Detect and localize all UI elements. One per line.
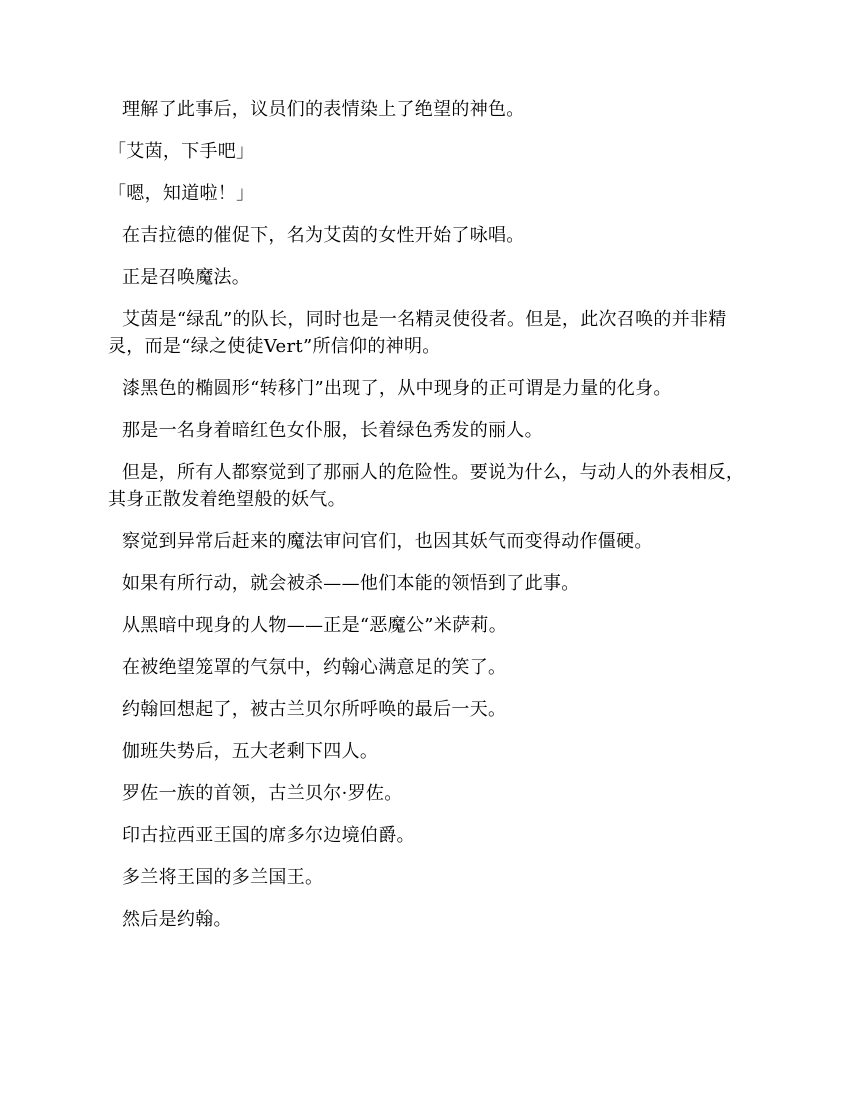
paragraph: 如果有所行动，就会被杀——他们本能的领悟到了此事。 bbox=[122, 573, 580, 594]
paragraph: 「嗯，知道啦！」 bbox=[108, 183, 255, 204]
paragraph: 漆黑色的椭圆形“转移门”出现了，从中现身的正可谓是力量的化身。 bbox=[122, 378, 672, 399]
paragraph: 察觉到异常后赶来的魔法审问官们，也因其妖气而变得动作僵硬。 bbox=[122, 531, 653, 552]
paragraph: 艾茵是“绿乱”的队长，同时也是一名精灵使役者。但是，此次召唤的并非精灵，而是“绿之使徒Vert”所信仰的神明。 bbox=[108, 309, 727, 357]
paragraph: 印古拉西亚王国的席多尔边境伯爵。 bbox=[122, 825, 415, 846]
paragraph: 然后是约翰。 bbox=[122, 909, 232, 930]
paragraph: 约翰回想起了，被古兰贝尔所呼唤的最后一天。 bbox=[122, 699, 507, 720]
paragraph: 那是一名身着暗红色女仆服，长着绿色秀发的丽人。 bbox=[122, 420, 543, 441]
paragraph: 伽班失势后，五大老剩下四人。 bbox=[122, 741, 379, 762]
body-text bbox=[108, 96, 748, 948]
paragraph: 正是召唤魔法。 bbox=[122, 267, 251, 288]
paragraph: 从黑暗中现身的人物——正是“恶魔公”米萨莉。 bbox=[122, 615, 508, 636]
paragraph: 罗佐一族的首领，古兰贝尔·罗佐。 bbox=[122, 783, 403, 804]
paragraph: 但是，所有人都察觉到了那丽人的危险性。要说为什么，与动人的外表相反，其身正散发着绝望般的妖气。 bbox=[108, 462, 745, 510]
paragraph: 理解了此事后，议员们的表情染上了绝望的神色。 bbox=[122, 99, 525, 120]
paragraph: 「艾茵，下手吧」 bbox=[108, 141, 255, 162]
paragraph: 在吉拉德的催促下，名为艾茵的女性开始了咏唱。 bbox=[122, 225, 525, 246]
paragraph: 在被绝望笼罩的气氛中，约翰心满意足的笑了。 bbox=[122, 657, 507, 678]
paragraph: 多兰将王国的多兰国王。 bbox=[122, 867, 324, 888]
